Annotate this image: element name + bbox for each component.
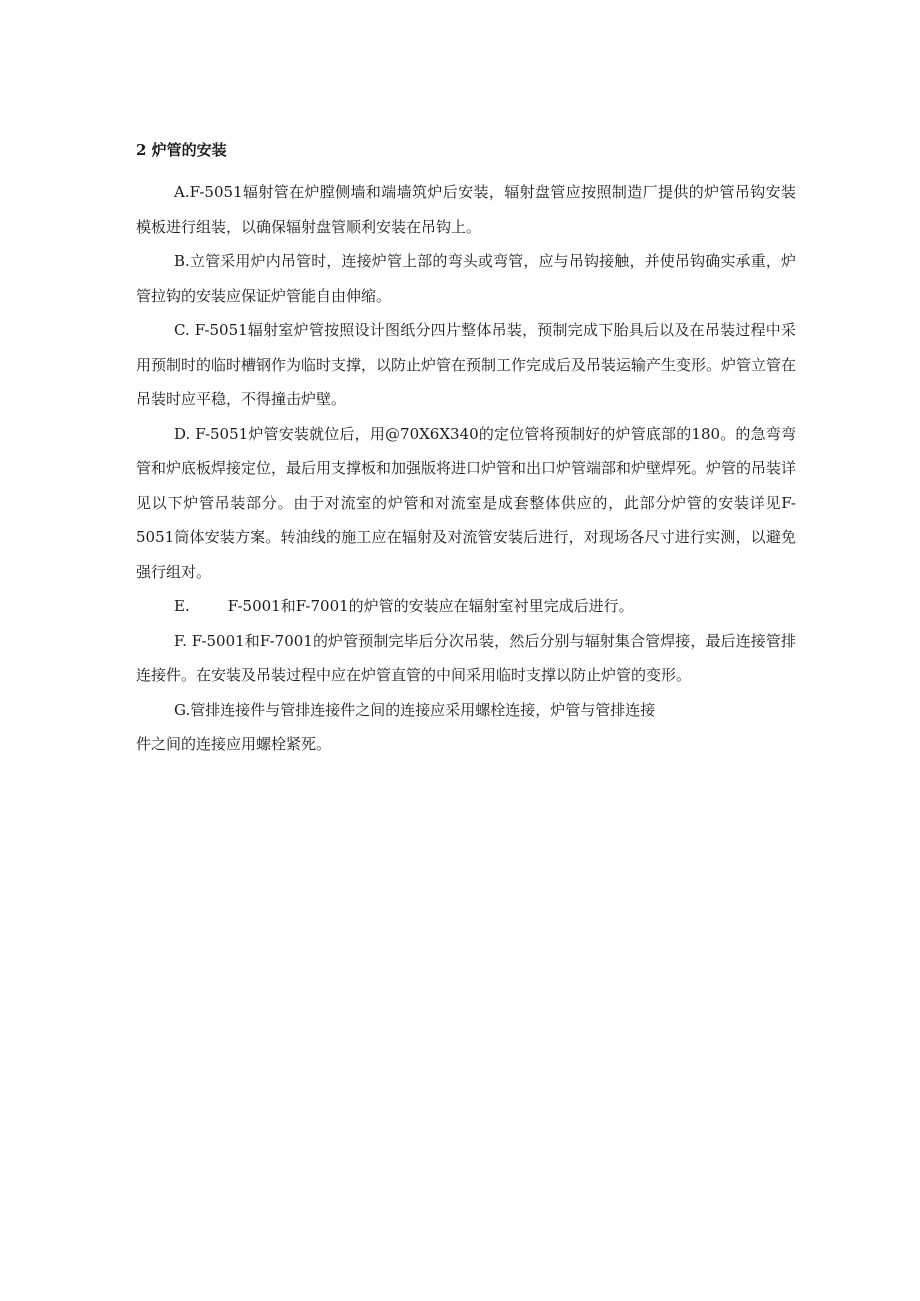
paragraph-c: C. F-5051辐射室炉管按照设计图纸分四片整体吊装，预制完成下胎具后以及在吊装过程中采用预制时的临时槽钢作为临时支撑，以防止炉管在预制工作完成后及吊装运输产生变形。炉管立管在吊装时应平稳，不得撞击炉壁。: [136, 321, 797, 408]
document-body: [136, 138, 796, 762]
paragraph-g: [136, 693, 796, 762]
paragraph-b: B.立管采用炉内吊管时，连接炉管上部的弯头或弯管，应与吊钩接触，并使吊钩确实承重，炉管拉钩的安装应保证炉管能自由伸缩。: [136, 252, 796, 305]
paragraph-g-line-2: 件之间的连接应用螺栓紧死。: [136, 735, 332, 753]
paragraph-g-line-1: G.管排连接件与管排连接件之间的连接应采用螺栓连接，炉管与管排连接: [174, 700, 656, 719]
paragraph-f: F. F-5001和F-7001的炉管预制完毕后分次吊装，然后分别与辐射集合管焊接，最后连接管排连接件。在安装及吊装过程中应在炉管直管的中间采用临时支撑以防止炉管的变形。: [136, 631, 796, 684]
paragraph-d: D. F-5051炉管安装就位后，用@70X6X340的定位管将预制好的炉管底部的180。的急弯弯管和炉底板焊接定位，最后用支撑板和加强版将进口炉管和出口炉管端部和炉壁焊死。炉管的吊装详见以下炉管吊装部分。由于对流室的炉管和对流室是成套整体供应的，此部分炉管的安装详见F-5051筒体安装方案。转油线的施工应在辐射及对流管安装后进行，对现场各尺寸进行实测，以避免强行组对。: [136, 424, 797, 581]
paragraph-e-label: E.: [174, 597, 190, 615]
paragraph-a: A.F-5051辐射管在炉膛侧墙和端墙筑炉后安装，辐射盘管应按照制造厂提供的炉管吊钩安装模板进行组装，以确保辐射盘管顺利安装在吊钩上。: [136, 183, 796, 236]
paragraph-e: [136, 589, 796, 624]
section-heading: 2 炉管的安装: [136, 141, 227, 159]
paragraph-e-text: F-5001和F-7001的炉管的安装应在辐射室衬里完成后进行。: [227, 597, 634, 615]
